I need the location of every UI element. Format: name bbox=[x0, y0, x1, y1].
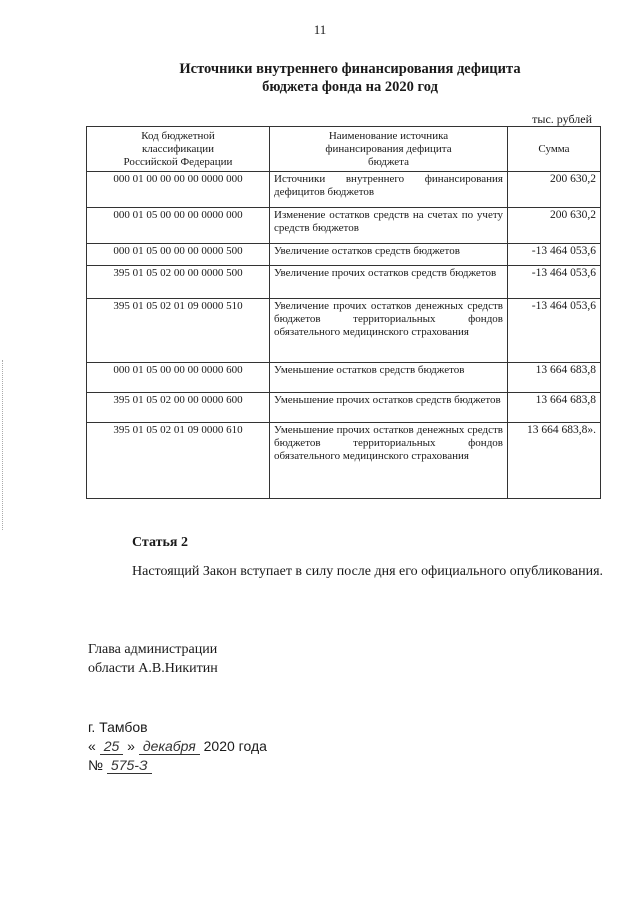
row-sum: 13 664 683,8 bbox=[508, 363, 601, 393]
row-sum: 200 630,2 bbox=[508, 172, 601, 208]
header-code: Код бюджетной классификации Российской Федерации bbox=[87, 127, 270, 172]
signature-line-2: области А.В.Никитин bbox=[88, 661, 218, 676]
table-row bbox=[87, 363, 601, 393]
units-label: тыс. рублей bbox=[532, 112, 592, 126]
row-sum: 13 664 683,8 bbox=[508, 393, 601, 423]
row-code: 000 01 05 00 00 00 0000 000 bbox=[87, 208, 270, 244]
signature-block bbox=[88, 640, 218, 678]
law-number-line: № 575-З bbox=[88, 756, 267, 775]
row-name: Увеличение прочих остатков средств бюджетов bbox=[270, 266, 508, 299]
city: г. Тамбов bbox=[88, 719, 148, 735]
row-sum: 13 664 683,8». bbox=[508, 423, 601, 499]
row-code: 395 01 05 02 00 00 0000 600 bbox=[87, 393, 270, 423]
place-date-block bbox=[88, 718, 267, 775]
table-row bbox=[87, 266, 601, 299]
date-line: « 25 » декабря 2020 года bbox=[88, 738, 267, 754]
row-code: 000 01 00 00 00 00 0000 000 bbox=[87, 172, 270, 208]
row-name: Уменьшение прочих остатков денежных средств бюджетов территориальных фондов обязательного медицинского страхования bbox=[270, 423, 508, 499]
title-line-2: бюджета фонда на 2020 год bbox=[262, 79, 438, 95]
table-row bbox=[87, 393, 601, 423]
table-header-row bbox=[87, 127, 601, 172]
row-name: Уменьшение остатков средств бюджетов bbox=[270, 363, 508, 393]
row-code: 000 01 05 00 00 00 0000 600 bbox=[87, 363, 270, 393]
row-name: Увеличение прочих остатков денежных средств бюджетов территориальных фондов обязательного медицинского страхования bbox=[270, 299, 508, 363]
row-name: Изменение остатков средств на счетах по учету средств бюджетов bbox=[270, 208, 508, 244]
row-name: Увеличение остатков средств бюджетов bbox=[270, 244, 508, 266]
row-code: 395 01 05 02 00 00 0000 500 bbox=[87, 266, 270, 299]
row-code: 395 01 05 02 01 09 0000 610 bbox=[87, 423, 270, 499]
table-row bbox=[87, 299, 601, 363]
scan-margin-mark bbox=[2, 360, 5, 530]
signature-line-1: Глава администрации bbox=[88, 642, 218, 657]
table-row bbox=[87, 172, 601, 208]
date-day: 25 bbox=[100, 738, 124, 755]
document-title bbox=[90, 60, 610, 96]
table-row bbox=[87, 244, 601, 266]
row-name: Уменьшение прочих остатков средств бюджетов bbox=[270, 393, 508, 423]
row-sum: -13 464 053,6 bbox=[508, 299, 601, 363]
law-number: 575-З bbox=[107, 757, 152, 774]
date-year: 2020 года bbox=[203, 738, 267, 754]
article-heading: Статья 2 bbox=[132, 535, 188, 550]
row-sum: 200 630,2 bbox=[508, 208, 601, 244]
row-sum: -13 464 053,6 bbox=[508, 266, 601, 299]
article-text: Настоящий Закон вступает в силу после дня его официального опубликования. bbox=[132, 564, 604, 579]
header-sum: Сумма bbox=[508, 127, 601, 172]
row-sum: -13 464 053,6 bbox=[508, 244, 601, 266]
header-name: Наименование источника финансирования дефицита бюджета bbox=[270, 127, 508, 172]
row-name: Источники внутреннего финансирования дефицитов бюджетов bbox=[270, 172, 508, 208]
page-number: 11 bbox=[313, 22, 327, 37]
title-line-1: Источники внутреннего финансирования дефицита bbox=[179, 61, 521, 77]
table-row bbox=[87, 423, 601, 499]
row-code: 395 01 05 02 01 09 0000 510 bbox=[87, 299, 270, 363]
financing-sources-table bbox=[86, 126, 601, 499]
row-code: 000 01 05 00 00 00 0000 500 bbox=[87, 244, 270, 266]
table-row bbox=[87, 208, 601, 244]
date-month: декабря bbox=[139, 738, 200, 755]
